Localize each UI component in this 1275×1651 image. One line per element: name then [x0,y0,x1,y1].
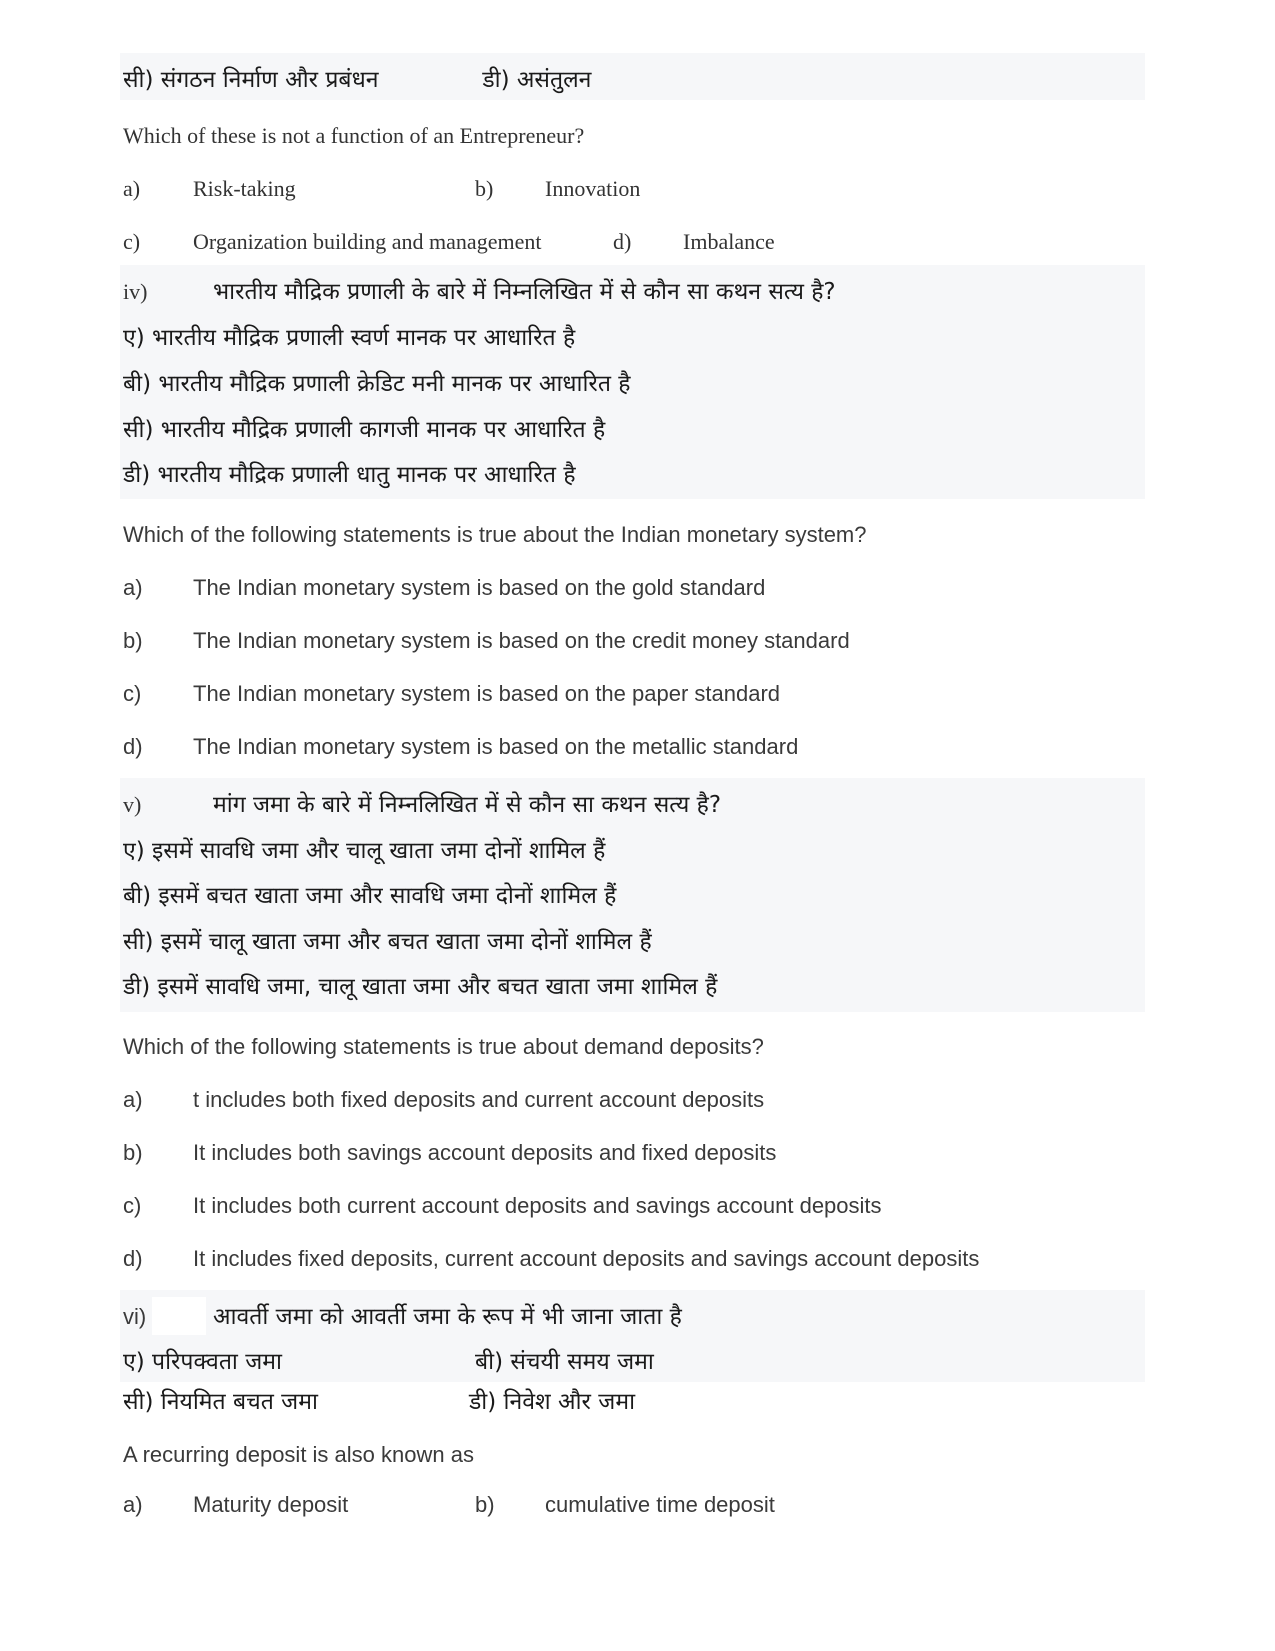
q5-option-d-label: d) [123,1246,143,1271]
q6-option-b-text: cumulative time deposit [545,1492,775,1517]
q4-option-a-label: a) [123,575,143,600]
q5-hindi-option-c: सी) इसमें चालू खाता जमा और बचत खाता जमा दोनों शामिल हैं [123,929,652,955]
q4-hindi-option-b: बी) भारतीय मौद्रिक प्रणाली क्रेडिट मनी मानक पर आधारित है [123,371,631,397]
q4-hindi-option-c: सी) भारतीय मौद्रिक प्रणाली कागजी मानक पर आधारित है [123,417,606,443]
q5-option-a [123,1087,764,1113]
q5-hindi-question-text: मांग जमा के बारे में निम्नलिखित में से कौन सा कथन सत्य है? [213,792,722,818]
q4-hindi-question-text: भारतीय मौद्रिक प्रणाली के बारे में निम्नलिखित में से कौन सा कथन सत्य है? [213,279,836,305]
q3-option-a-label: a) [123,176,141,201]
q5-option-a-text: t includes both fixed deposits and current account deposits [193,1087,765,1112]
q5-hindi-option-a: ए) इसमें सावधि जमा और चालू खाता जमा दोनों शामिल हैं [123,838,606,864]
q6-hindi-question-text: आवर्ती जमा को आवर्ती जमा के रूप में भी जाना जाता है [213,1304,682,1330]
q5-option-b-label: b) [123,1140,143,1165]
q3-option-a-text: Risk-taking [193,176,296,201]
q4-option-d-text: The Indian monetary system is based on the metallic standard [193,734,799,759]
q5-option-b-text: It includes both savings account deposits and fixed deposits [193,1140,777,1165]
q6-hindi-question [123,1299,682,1331]
q5-option-c-text: It includes both current account deposits and savings account deposits [193,1193,882,1218]
q5-hindi-option-b: बी) इसमें बचत खाता जमा और सावधि जमा दोनों शामिल हैं [123,883,617,909]
q5-option-c [123,1193,882,1219]
q5-question: Which of the following statements is true about demand deposits? [123,1034,764,1059]
q6-hindi-options-ab [123,1344,654,1376]
q6-options-ab [123,1492,775,1518]
q4-option-b [123,628,850,654]
q6-number: vi) [123,1304,147,1329]
q5-number: v) [123,792,142,817]
q4-option-c-text: The Indian monetary system is based on the paper standard [193,681,781,706]
q4-hindi-question [123,274,836,306]
q4-option-a [123,575,765,601]
q3-option-c-label: c) [123,229,141,254]
q5-hindi-question [123,787,721,819]
q3-options-ab [123,176,640,202]
q6-hindi-option-d: डी) निवेश और जमा [469,1389,636,1415]
q4-option-b-text: The Indian monetary system is based on the credit money standard [193,628,850,653]
q4-number: iv) [123,279,148,304]
q4-hindi-option-d: डी) भारतीय मौद्रिक प्रणाली धातु मानक पर आधारित है [123,462,576,488]
q4-hindi-option-a: ए) भारतीय मौद्रिक प्रणाली स्वर्ण मानक पर आधारित है [123,325,576,351]
q5-option-d [123,1246,979,1272]
q4-option-c [123,681,780,707]
q3-option-d-label: d) [613,229,632,254]
q6-hindi-option-b: बी) संचयी समय जमा [475,1349,654,1375]
q5-hindi-option-d: डी) इसमें सावधि जमा, चालू खाता जमा और बचत खाता जमा शामिल हैं [123,974,718,1000]
q6-option-b-label: b) [475,1492,495,1517]
q3-hindi-option-d: डी) असंतुलन [482,67,592,93]
q4-question: Which of the following statements is true about the Indian monetary system? [123,522,867,547]
q3-hindi-option-c: सी) संगठन निर्माण और प्रबंधन [123,67,379,93]
q6-hindi-option-c: सी) नियमित बचत जमा [123,1389,318,1415]
q3-options-cd [123,229,775,255]
q6-question: A recurring deposit is also known as [123,1442,474,1467]
q3-hindi-options-cd [123,62,591,94]
q6-option-a-label: a) [123,1492,143,1517]
q3-option-d-text: Imbalance [683,229,775,254]
q5-option-c-label: c) [123,1193,142,1218]
q4-option-d-label: d) [123,734,143,759]
q4-option-b-label: b) [123,628,143,653]
q5-option-a-label: a) [123,1087,143,1112]
q6-hindi-options-cd [123,1384,635,1416]
q3-question: Which of these is not a function of an Entrepreneur? [123,123,585,148]
q4-option-c-label: c) [123,681,142,706]
q3-option-b-label: b) [475,176,494,201]
q3-option-c-text: Organization building and management [193,229,542,254]
q4-option-a-text: The Indian monetary system is based on the gold standard [193,575,766,600]
q5-option-d-text: It includes fixed deposits, current account deposits and savings account deposits [193,1246,980,1271]
q6-option-a-text: Maturity deposit [193,1492,349,1517]
q4-option-d [123,734,798,760]
q6-hindi-option-a: ए) परिपक्वता जमा [123,1349,282,1375]
q3-option-b-text: Innovation [545,176,641,201]
q5-option-b [123,1140,776,1166]
